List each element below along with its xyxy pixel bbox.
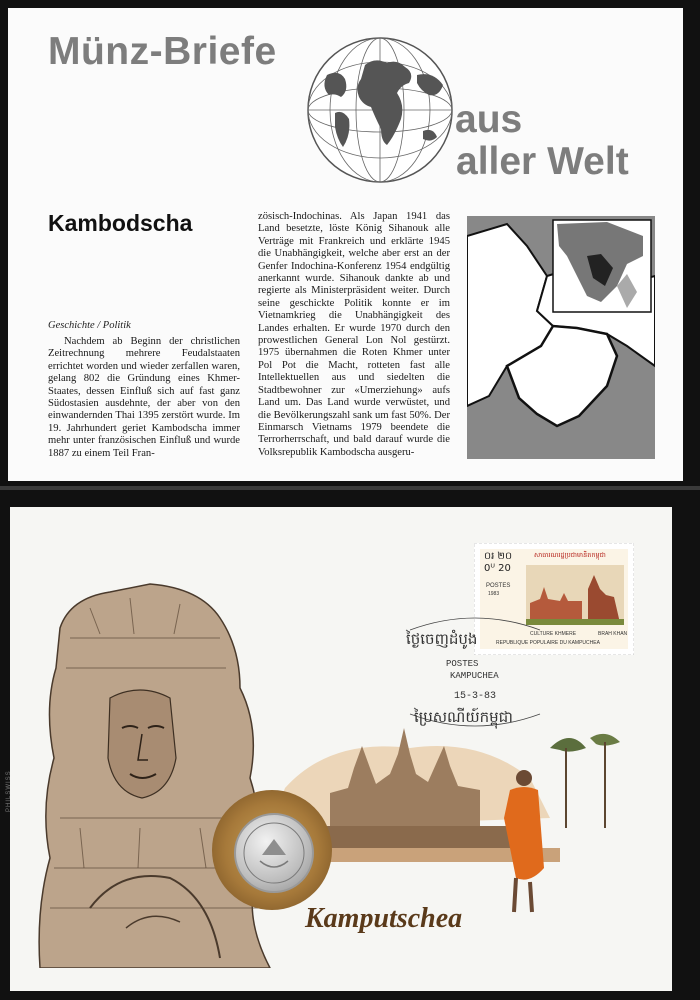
stamp-culture: CULTURE KHMERE [530, 631, 577, 637]
article-column-2: zösisch-Indochinas. Als Japan 1941 das Land besetzte, löste König Sihanouk alle Verträge mit Frankreich und erklärte 1945 die Unabhängigkeit, welche aber erst an der Genfer Indochina-Konferenz 1954 endgültig anerkannt wurde. Sihanouk dankte ab und regierte als Ministerpräsident weiter. Durch seine geschickte Politik konnte er im Vietnamkrieg die Unabhängigkeit des Landes erhalten. Er wurde 1970 durch den prowestlichen General Lon Nol gestürzt. 1975 übernahmen die Roten Khmer unter Pol Pot die Macht, rotteten fast alle Intellektuellen aus und siedelten die Stadtbewohner zur «Umerziehung» aufs Land um. Das Land wurde verwüstet, und die Bevölkerungszahl sank um fast 50%. Der Einmarsch Vietnams 1979 beendete die Terrorherrschaft, und bald darauf wurde die Volksrepublik Kambodscha ausgeru- [258, 211, 450, 458]
stamp-top-text: សាធារណរដ្ឋប្រជាមានិតកម្ពុជា [534, 551, 606, 559]
series-title: Münz-Briefe [48, 30, 277, 73]
postmark-kampuchea: KAMPUCHEA [450, 671, 499, 681]
postmark-khmer-bottom: ប្រៃសណីយ៍កម្ពុជា [414, 708, 513, 726]
stamp-year: 1983 [488, 591, 500, 597]
stamp-value: 0ᵁ 20 [484, 563, 511, 574]
stamp-value-khmer: ០៛ ២០ [484, 551, 513, 562]
envelope-caption: Kamputschea [305, 903, 463, 934]
coin [234, 813, 314, 893]
postmark-postes: POSTES [446, 659, 479, 669]
printer-mark: PHILSWISS [6, 770, 12, 812]
postmark-date: 15-3-83 [454, 691, 497, 702]
section-label: Geschichte / Politik [48, 320, 131, 331]
article-column-1: Nachdem ab Beginn der christlichen Zeitrechnung mehrere Feudalstaaten errichtet worden und wieder zerfallen waren, gelang 802 die Gründung eines Khmer-Staates, dessen Einfluß sich auf fast ganz Südostasien ausdehnte, der aber von den einwandernden Thai 1395 zerstört wurde. Im 19. Jahrhundert geriet Kambodscha immer mehr unter französischen Einfluß und wurde 1887 zu einem Teil Fran- [48, 336, 240, 459]
page-divider [0, 486, 700, 490]
stamp-bottom-text: REPUBLIQUE POPULAIRE DU KAMPUCHEA [496, 640, 600, 646]
postmark-khmer-top: ថៃ្ងចេញដំបូង [406, 630, 478, 648]
stamp-postes: POSTES [486, 583, 511, 589]
postmark [400, 610, 550, 730]
country-heading: Kambodscha [48, 210, 193, 236]
series-title-aller-welt: aller Welt [456, 140, 629, 183]
country-map [467, 216, 655, 459]
globe-icon [305, 35, 455, 185]
series-title-aus: aus [455, 98, 523, 141]
stamp-designer: BRAH KHAN [598, 631, 628, 637]
